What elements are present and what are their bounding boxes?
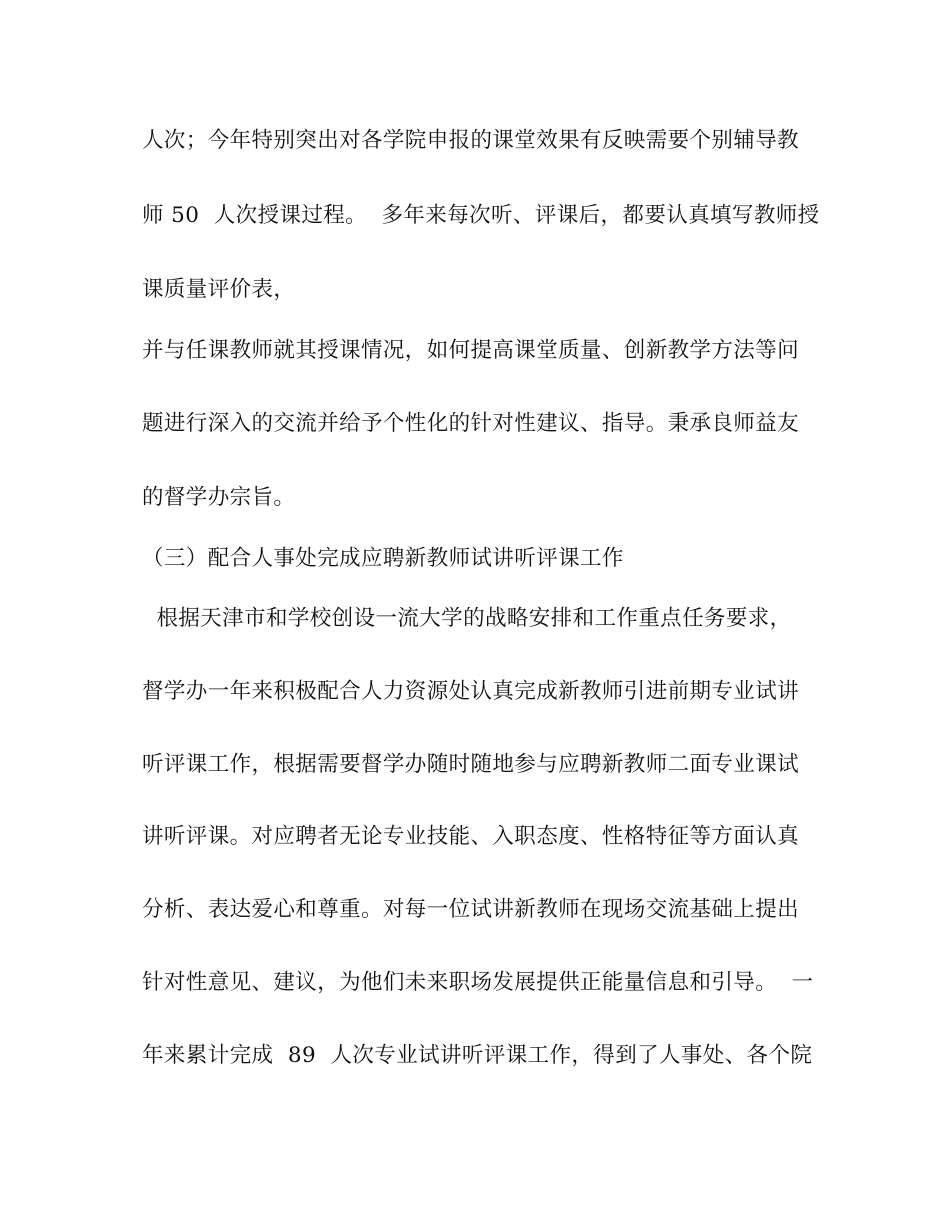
text-line: 的督学办宗旨。 — [142, 485, 296, 510]
text-line: 根据天津市和学校创设一流大学的战略安排和工作重点任务要求， — [142, 606, 792, 631]
text-line: 人次；今年特别突出对各学院申报的课堂效果有反映需要个别辅导教 — [142, 128, 800, 153]
text-line: 并与任课教师就其授课情况，如何提高课堂质量、创新教学方法等问 — [142, 338, 800, 363]
text-line: 听评课工作，根据需要督学办随时随地参与应聘新教师二面专业课试 — [142, 752, 800, 777]
section-heading: （三）配合人事处完成应聘新教师试讲听评课工作 — [142, 546, 624, 571]
text-line: 师 50 人次授课过程。 多年来每次听、评课后，都要认真填写教师授 — [142, 203, 820, 228]
text-line: 针对性意见、建议，为他们未来职场发展提供正能量信息和引导。 一 — [142, 970, 814, 995]
text-line: 督学办一年来积极配合人力资源处认真完成新教师引进前期专业试讲 — [142, 679, 800, 704]
text-line: 分析、表达爱心和尊重。对每一位试讲新教师在现场交流基础上提出 — [142, 897, 800, 922]
text-line: 课质量评价表， — [142, 277, 296, 302]
text-line: 题进行深入的交流并给予个性化的针对性建议、指导。秉承良师益友 — [142, 411, 800, 436]
text-line: 年来累计完成 89 人次专业试讲听评课工作，得到了人事处、各个院 — [142, 1043, 813, 1068]
text-line: 讲听评课。对应聘者无论专业技能、入职态度、性格特征等方面认真 — [142, 824, 800, 849]
